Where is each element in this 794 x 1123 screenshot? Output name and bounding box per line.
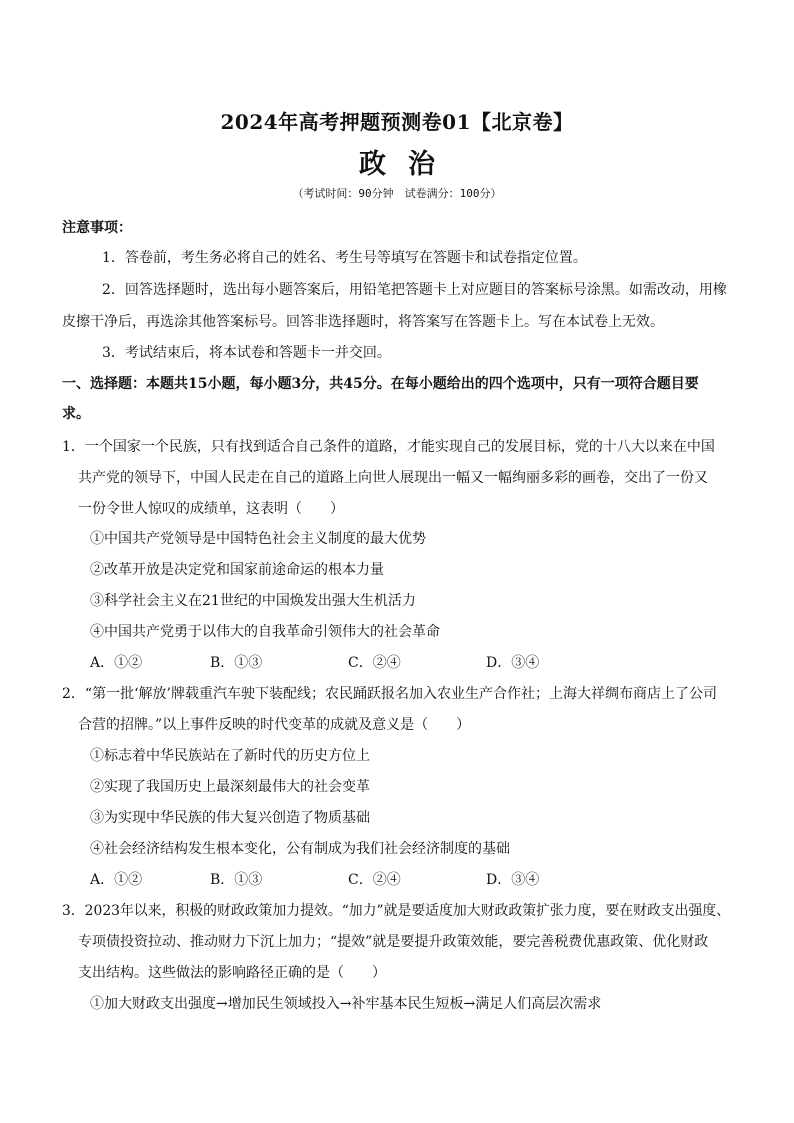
exam-title: 2024年高考押题预测卷01【北京卷】: [220, 110, 574, 134]
section-heading-line2: 求。: [62, 406, 90, 422]
q1-stem-line1: 1．一个国家一个民族，只有找到适合自己条件的道路，才能实现自己的发展目标，党的十八大以来在中国: [62, 439, 715, 455]
q3-stem-line2: 专项债投资拉动、推动财力下沉上加力；“提效”就是要提升政策效能，要完善税费优惠政策、优化财政: [78, 934, 709, 950]
q3-stem-line1: 3．2023年以来，积极的财政政策加力提效。“加力”就是要适度加大财政政策扩张力度，要在财政支出强度、: [62, 903, 731, 919]
q2-stem-line1: 2．“第一批‘解放’牌载重汽车驶下装配线；农民踊跃报名加入农业生产合作社；上海大祥绸布商店上了公司: [62, 686, 717, 702]
q2-statement-4: ④社会经济结构发生根本变化，公有制成为我们社会经济制度的基础: [90, 841, 510, 857]
q1-option-d: D．③④: [486, 655, 540, 671]
q3-statement-1: ①加大财政支出强度→增加民生领域投入→补牢基本民生短板→满足人们高层次需求: [90, 996, 602, 1012]
q1-statement-3: ③科学社会主义在21世纪的中国焕发出强大生机活力: [90, 593, 416, 609]
notes-heading: 注意事项：: [62, 220, 132, 236]
q1-statement-4: ④中国共产党勇于以伟大的自我革命引领伟大的社会革命: [90, 624, 440, 640]
note-1: 1．答卷前，考生务必将自己的姓名、考生号等填写在答题卡和试卷指定位置。: [102, 250, 587, 266]
q1-option-c: C．②④: [348, 655, 401, 671]
q2-statement-2: ②实现了我国历史上最深刻最伟大的社会变革: [90, 779, 370, 795]
q2-option-c: C．②④: [348, 872, 401, 888]
q1-option-a: A．①②: [90, 655, 143, 671]
q1-stem-line2: 共产党的领导下，中国人民走在自己的道路上向世人展现出一幅又一幅绚丽多彩的画卷，交出了一份又: [78, 470, 708, 486]
q1-option-b: B．①③: [210, 655, 263, 671]
note-3: 3．考试结束后，将本试卷和答题卡一并交回。: [102, 345, 391, 361]
note-2-line1: 2．回答选择题时，选出每小题答案后，用铅笔把答题卡上对应题目的答案标号涂黑。如需改动，用橡: [102, 282, 727, 298]
q1-statement-1: ①中国共产党领导是中国特色社会主义制度的最大优势: [90, 531, 426, 547]
section-heading-line1: 一、选择题：本题共15小题，每小题3分，共45分。在每小题给出的四个选项中，只有一项符合题目要: [62, 376, 699, 392]
q2-statement-3: ③为实现中华民族的伟大复兴创造了物质基础: [90, 810, 370, 826]
q2-option-a: A．①②: [90, 872, 143, 888]
q3-stem-line3: 支出结构。这些做法的影响路径正确的是（ ）: [78, 965, 386, 981]
time-info: （考试时间：90分钟 试卷满分：100分）: [292, 187, 502, 200]
subject-title: 政治: [359, 149, 457, 180]
note-2-line2: 皮擦干净后，再选涂其他答案标号。回答非选择题时，将答案写在答题卡上。写在本试卷上无效。: [62, 314, 664, 330]
q2-statement-1: ①标志着中华民族站在了新时代的历史方位上: [90, 748, 370, 764]
q1-stem-line3: 一份令世人惊叹的成绩单，这表明（ ）: [78, 501, 344, 517]
q2-option-b: B．①③: [210, 872, 263, 888]
q2-option-d: D．③④: [486, 872, 540, 888]
q2-stem-line2: 合营的招牌。”以上事件反映的时代变革的成就及意义是（ ）: [78, 717, 471, 733]
q1-statement-2: ②改革开放是决定党和国家前途命运的根本力量: [90, 562, 384, 578]
